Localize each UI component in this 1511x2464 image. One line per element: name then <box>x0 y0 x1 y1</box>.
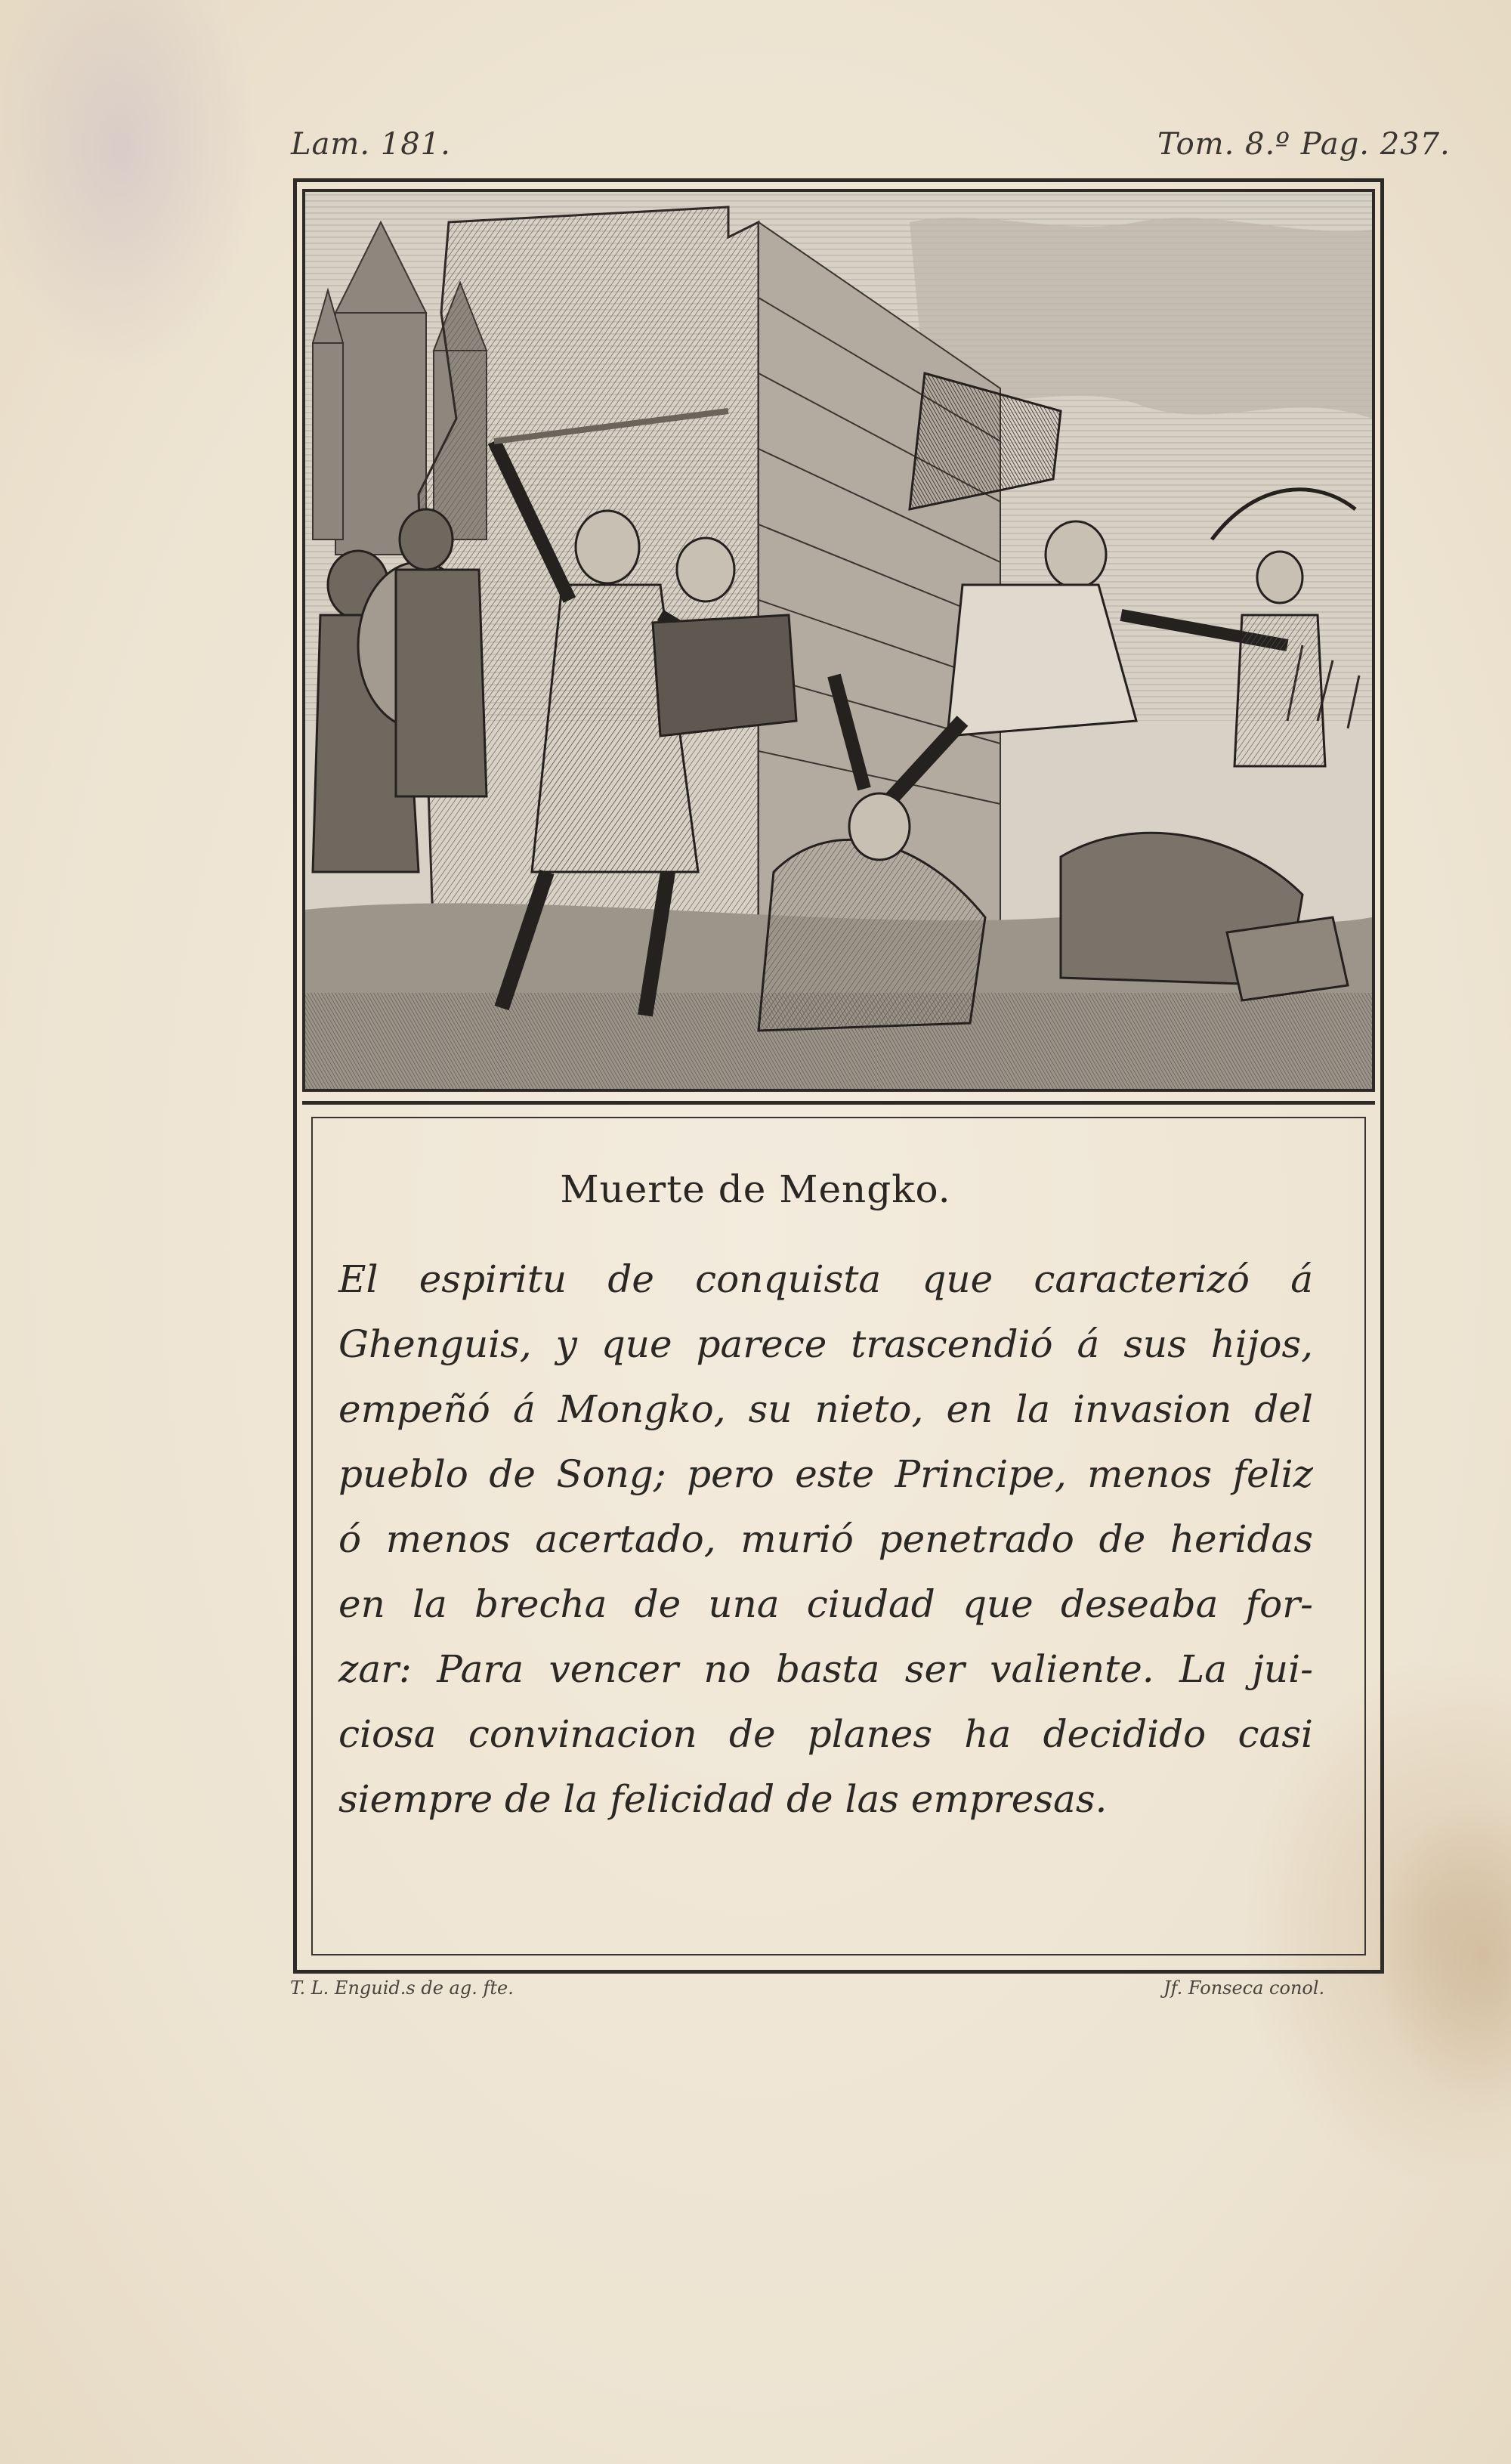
caption-line: empeñó á Mongko, su nieto, en la invasion del <box>338 1387 1313 1431</box>
caption-line: en la brecha de una ciudad que deseaba for- <box>338 1582 1313 1626</box>
volume-page-reference: Tom. 8.º Pag. 237. <box>1157 127 1451 162</box>
caption-line: pueblo de Song; pero este Principe, menos feliz <box>338 1452 1313 1496</box>
caption-line: siempre de la felicidad de las empresas. <box>338 1777 1108 1821</box>
caption-line: ó menos acertado, murió penetrado de heridas <box>338 1517 1313 1561</box>
caption-line: zar: Para vencer no basta ser valiente. La jui- <box>338 1647 1313 1691</box>
caption-line: El espiritu de conquista que caracterizó á <box>338 1257 1313 1301</box>
engraving-illustration <box>305 192 1372 1089</box>
caption-line: ciosa convinacion de planes ha decidido casi <box>338 1712 1313 1756</box>
caption-line: Ghenguis, y que parece trascendió á sus hijos, <box>338 1322 1313 1366</box>
caption-title: Muerte de Mengko. <box>560 1167 951 1211</box>
engraver-credit: Jf. Fonseca conol. <box>1163 1977 1325 1999</box>
plate-number: Lam. 181. <box>291 127 451 162</box>
caption-body <box>338 1247 1313 1832</box>
engraving-frame <box>302 189 1375 1092</box>
paper-stain <box>1375 1798 1511 2116</box>
drawer-credit: T. L. Enguid.s de ag. fte. <box>290 1977 514 1999</box>
